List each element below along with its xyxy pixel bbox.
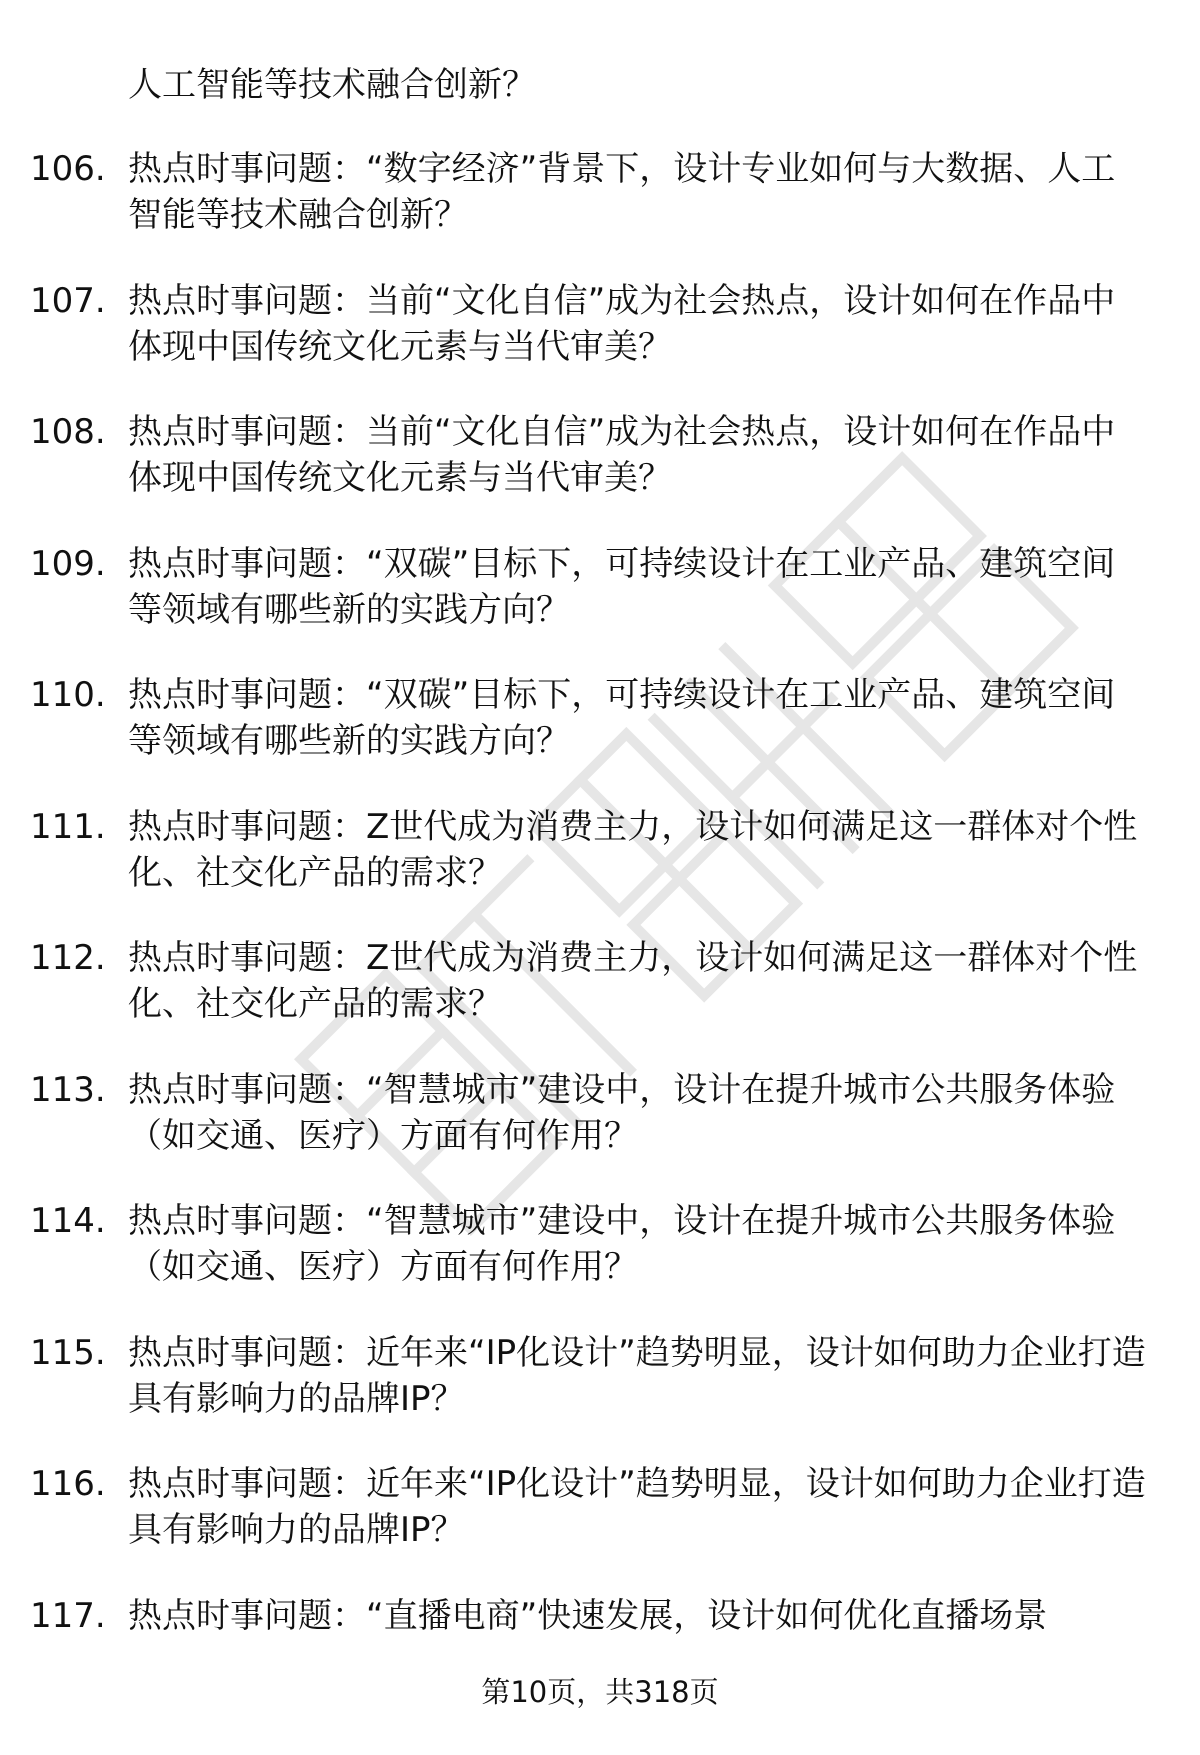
question-item-107 (0, 278, 1200, 410)
question-number: 115. (30, 1332, 106, 1373)
question-text: 热点时事问题：Z世代成为消费主力，设计如何满足这一群体对个性化、社交化产品的需求？ (128, 806, 1138, 893)
question-number: 111. (30, 806, 106, 847)
question-number: 114. (30, 1201, 106, 1241)
question-text: 热点时事问题：“智慧城市”建设中，设计在提升城市公共服务体验（如交通、医疗）方面有何作用？ (128, 1201, 1116, 1287)
question-number: 106. (30, 149, 106, 189)
question-number: 110. (30, 675, 106, 715)
question-text: 热点时事问题：近年来“IP化设计”趋势明显，设计如何助力企业打造具有影响力的品牌IP？ (128, 1332, 1146, 1419)
question-item-116 (0, 1461, 1200, 1593)
question-text: 热点时事问题：“双碳”目标下，可持续设计在工业产品、建筑空间等领域有哪些新的实践方向？ (128, 675, 1116, 761)
page-footer: 第10页，共318页 (481, 1675, 719, 1709)
question-number: 116. (30, 1464, 106, 1504)
question-number: 112. (30, 938, 106, 978)
question-text: 热点时事问题：“数字经济”背景下，设计专业如何与大数据、人工智能等技术融合创新？ (128, 149, 1116, 235)
question-text: 热点时事问题：“直播电商”快速发展，设计如何优化直播场景 (128, 1595, 1048, 1636)
question-number: 108. (30, 412, 106, 452)
question-item-115 (0, 1330, 1200, 1462)
question-item-114 (0, 1198, 1200, 1330)
question-item-111 (0, 804, 1200, 936)
question-text: 热点时事问题：“双碳”目标下，可持续设计在工业产品、建筑空间等领域有哪些新的实践方向？ (128, 543, 1116, 630)
question-number: 117. (30, 1595, 106, 1636)
question-number: 113. (30, 1069, 106, 1110)
question-text: 热点时事问题：当前“文化自信”成为社会热点，设计如何在作品中体现中国传统文化元素与当代审美？ (128, 280, 1116, 367)
question-number: 107. (30, 280, 106, 321)
question-list (0, 146, 1200, 1724)
question-item-108 (0, 409, 1200, 541)
question-item-110 (0, 672, 1200, 804)
question-text: 热点时事问题：Z世代成为消费主力，设计如何满足这一群体对个性化、社交化产品的需求？ (128, 938, 1138, 1024)
question-text: 热点时事问题：近年来“IP化设计”趋势明显，设计如何助力企业打造具有影响力的品牌IP？ (128, 1464, 1146, 1550)
question-item-106 (0, 146, 1200, 278)
question-item-113 (0, 1067, 1200, 1199)
question-item-112 (0, 935, 1200, 1067)
question-number: 109. (30, 543, 106, 584)
question-item-109 (0, 541, 1200, 673)
question-text: 热点时事问题：当前“文化自信”成为社会热点，设计如何在作品中体现中国传统文化元素与当代审美？ (128, 412, 1116, 498)
continued-question-text: 人工智能等技术融合创新？ (128, 65, 536, 105)
question-text: 热点时事问题：“智慧城市”建设中，设计在提升城市公共服务体验（如交通、医疗）方面有何作用？ (128, 1069, 1116, 1156)
